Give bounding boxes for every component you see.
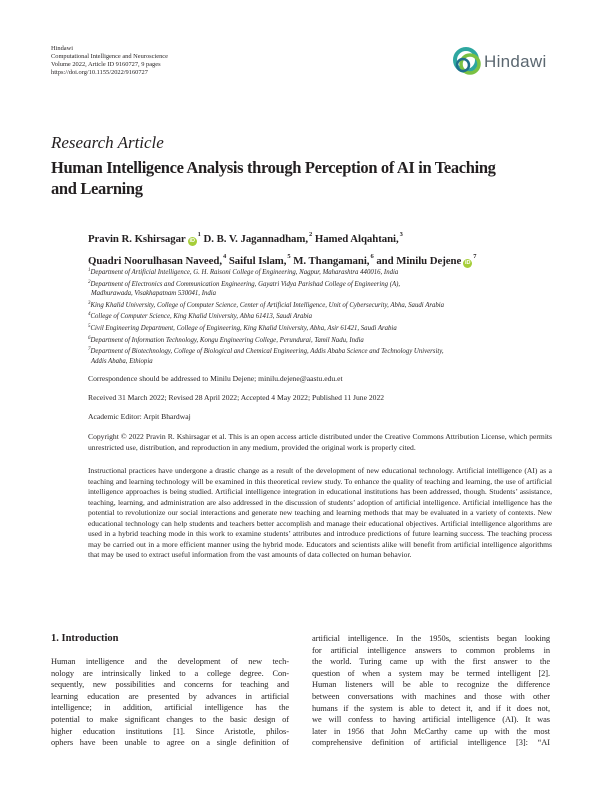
author-list bbox=[88, 226, 558, 270]
affiliation-item bbox=[88, 299, 558, 311]
author-name[interactable]: Quadri Noorulhasan Naveed, bbox=[88, 255, 222, 267]
body-line: learning education are presented by advances in artificial bbox=[51, 691, 289, 701]
author-sup: 6 bbox=[370, 253, 374, 260]
affiliation-sup: 3 bbox=[88, 300, 91, 306]
author-name[interactable]: M. Thangamani, bbox=[293, 255, 370, 267]
affiliation-text: Department of Information Technology, Kongu Engineering College, Perundurai, Tamil Nadu, India bbox=[90, 336, 364, 344]
author-line-1 bbox=[88, 226, 558, 248]
author-sup: 7 bbox=[473, 253, 477, 260]
publisher-name: Hindawi bbox=[51, 45, 74, 52]
affiliation-text: College of Computer Science, King Khalid University, Abha 61413, Saudi Arabia bbox=[90, 313, 313, 321]
author-name[interactable]: and Minilu Dejene bbox=[376, 255, 462, 267]
copyright-notice: Copyright © 2022 Pravin R. Kshirsagar et al. This is an open access article distributed under the Creative Commons Attribution License, which permits unrestricted use, distribution, and reproduction in any medium, provided the original work is properly cited. bbox=[88, 432, 552, 452]
volume-info: Volume 2022, Article ID 9160727, 9 pages bbox=[51, 61, 161, 68]
author-name[interactable]: Pravin R. Kshirsagar bbox=[88, 233, 186, 245]
affiliation-sup: 6 bbox=[88, 335, 91, 341]
title-line: and Learning bbox=[51, 179, 143, 198]
author-sup: 4 bbox=[222, 253, 227, 260]
doi-link[interactable]: https://doi.org/10.1155/2022/9160727 bbox=[51, 69, 148, 76]
body-line: artificial intelligence. In the 1950s, scientists began looking bbox=[312, 634, 550, 643]
affiliation-sup: 1 bbox=[88, 268, 91, 273]
author-name[interactable]: D. B. V. Jagannadham, bbox=[203, 233, 308, 245]
author-sup: 3 bbox=[399, 231, 403, 238]
correspondence: Correspondence should be addressed to Minilu Dejene; minilu.dejene@aastu.edu.et bbox=[88, 374, 343, 383]
affiliation-item bbox=[88, 334, 558, 346]
affiliation-item bbox=[88, 322, 558, 334]
section-heading: 1. Introduction bbox=[51, 633, 119, 644]
affiliation-text: Civil Engineering Department, College of Engineering, King Khalid University, Abha, Asir 61421, Saudi Arabia bbox=[90, 324, 397, 332]
body-column-right bbox=[312, 633, 550, 749]
body-line: humans if the system is able to detect it, and if it does not, bbox=[312, 703, 550, 713]
academic-editor: Academic Editor: Arpit Bhardwaj bbox=[88, 412, 191, 421]
affiliation-continuation: Addis Ababa, Ethiopia bbox=[91, 357, 153, 365]
article-title bbox=[51, 157, 551, 199]
affiliation-list bbox=[88, 266, 558, 366]
body-line: later in 1956 that John McCarthy came up with the most bbox=[312, 726, 550, 736]
affiliation-text: King Khalid University, College of Computer Science, Center of Artificial Intelligence, Unit of Cybersecurity, Abha, Saudi Arabia bbox=[90, 301, 445, 309]
affiliation-item bbox=[88, 345, 558, 357]
body-line: potential to make significant changes to the basic design of bbox=[51, 714, 289, 724]
journal-name: Computational Intelligence and Neuroscience bbox=[51, 53, 168, 60]
body-column-left bbox=[51, 656, 289, 749]
body-line: nology are intrinsically linked to a college degree. Con- bbox=[51, 668, 289, 678]
body-line: ophers have been unable to agree on a single definition of bbox=[51, 738, 289, 748]
affiliation-text: Department of Electronics and Communication Engineering, Gayatri Vidya Parishad College of Engineering (A), bbox=[90, 280, 401, 288]
abstract-text: Instructional practices have undergone a drastic change as a result of the development of new educational technology. Artificial intelligence (AI) as a teaching and learning technology will be examined in this theoretical review study. To enhance the quality of teaching and learning, the use of artificial intelligence approaches is being studied. Artificial intelligence integration in educational institutions has been addressed, though. Students’ assistance, teaching, learning, and administration are also addressed in the discussion of students’ adoption of artificial intelligence. Artificial intelligence has the potential to revolutionize our social interactions and generate new teaching and learning methods that may be evaluated in a variety of contexts. New educational technology can help students and teachers better accomplish and manage their educational objectives. Artificial intelligence algorithms are used in a hybrid teaching mode in this work to examine students’ attributes and introduce predictions of future learning success. The teaching process may be carried out in a more efficient manner using the hybrid mode. Educators and scientists alike will benefit from artificial intelligence algorithms that may be used to extract useful information from the vast amounts of data collected on human behavior. bbox=[88, 466, 552, 559]
affiliation-text: Department of Biotechnology, College of Biological and Chemical Engineering, Addis Ababa Science and Technology University, bbox=[90, 348, 444, 356]
author-sup: 2 bbox=[309, 231, 313, 238]
body-line: we will confess to having artificial intelligence (AI). It was bbox=[312, 715, 550, 725]
body-line: higher education institutions [1]. Since Aristotle, philos- bbox=[51, 726, 289, 736]
body-line: sequently, new possibilities and concerns for teaching and bbox=[51, 680, 289, 690]
article-dates: Received 31 March 2022; Revised 28 April 2022; Accepted 4 May 2022; Published 11 June 2022 bbox=[88, 393, 385, 402]
journal-header bbox=[51, 45, 168, 77]
affiliation-text: Department of Artificial Intelligence, G. H. Raisoni College of Engineering, Nagpur, Maharashtra 440016, India bbox=[90, 269, 399, 276]
article-type: Research Article bbox=[51, 133, 164, 152]
orcid-icon[interactable]: iD bbox=[465, 260, 471, 266]
title-line: Human Intelligence Analysis through Perception of AI in Teaching bbox=[51, 158, 496, 177]
affiliation-sup: 2 bbox=[88, 279, 91, 285]
body-line: between conversations with machines and those with other bbox=[312, 691, 550, 701]
affiliation-sup: 7 bbox=[88, 347, 91, 353]
author-sup: 1 bbox=[197, 231, 201, 238]
affiliation-item bbox=[88, 310, 558, 322]
author-name[interactable]: Saiful Islam, bbox=[228, 255, 287, 267]
orcid-icon[interactable]: iD bbox=[189, 238, 195, 244]
body-line: comprehensive definition of artificial intelligence [3]: “AI bbox=[312, 738, 550, 748]
body-line: Human intelligence and the development of new tech- bbox=[51, 657, 289, 666]
affiliation-sup: 5 bbox=[88, 323, 91, 329]
affiliation-continuation: Madhurawada, Visakhapatnam 530041, India bbox=[91, 290, 217, 298]
hindawi-logo-text: Hindawi bbox=[484, 52, 547, 71]
body-line: question of when a system may be termed intelligent [2]. bbox=[312, 668, 550, 678]
body-line: intelligence; in addition, artificial intelligence has the bbox=[51, 703, 289, 713]
body-line: the world. Turing came up with the first answer to the bbox=[312, 657, 550, 667]
affiliation-sup: 4 bbox=[88, 312, 91, 318]
affiliation-item bbox=[88, 278, 558, 290]
body-line: Human listeners will be able to recognize the difference bbox=[312, 680, 550, 690]
author-sup: 5 bbox=[287, 253, 291, 260]
author-name[interactable]: Hamed Alqahtani, bbox=[314, 233, 399, 245]
affiliation-item bbox=[88, 266, 558, 278]
body-line: for artificial intelligence answers to common problems in bbox=[312, 645, 550, 655]
